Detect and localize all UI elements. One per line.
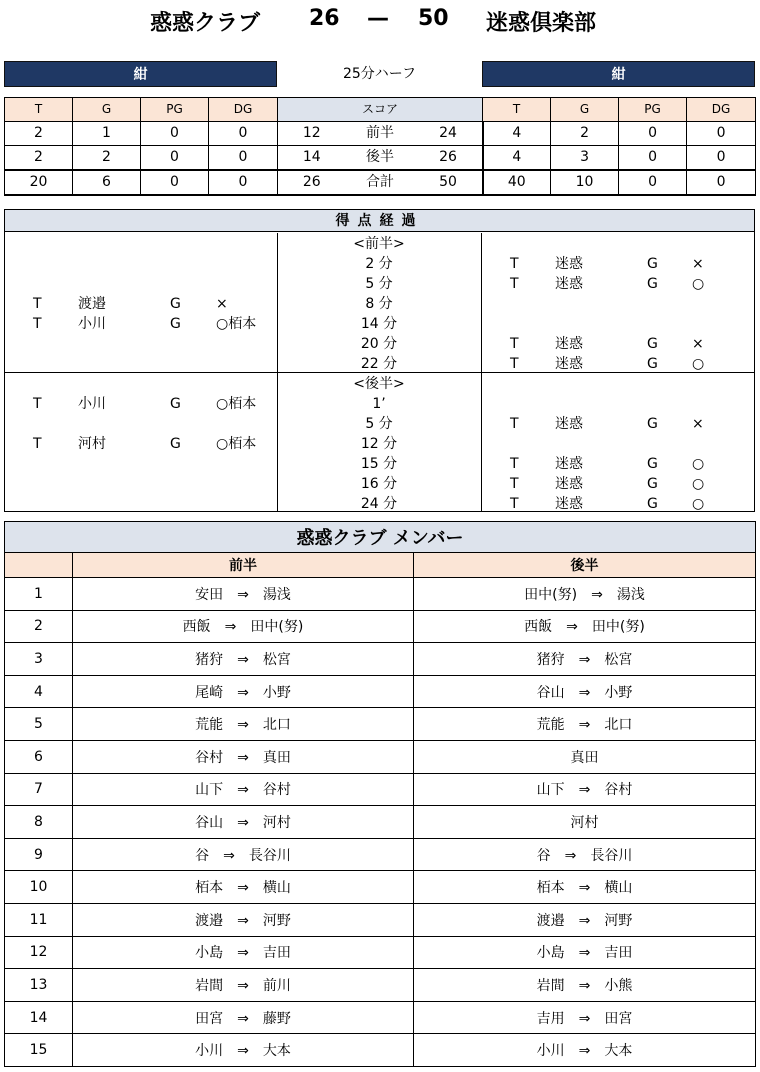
event-field: ○ bbox=[692, 356, 705, 372]
member-row bbox=[5, 610, 756, 643]
score-cell: 0 bbox=[687, 122, 756, 146]
score-cell: 0 bbox=[619, 170, 687, 195]
score-cell: 10 bbox=[551, 170, 619, 195]
score-cell: 20 bbox=[5, 170, 73, 195]
score-cell: 4 bbox=[483, 146, 551, 171]
home-score-event bbox=[5, 394, 277, 414]
member-second-half: 谷 ⇒ 長谷川 bbox=[414, 838, 756, 871]
member-row bbox=[5, 806, 756, 839]
event-field: × bbox=[692, 416, 704, 432]
score-cell: 2 bbox=[73, 146, 141, 171]
half-length-label: 25分ハーフ bbox=[342, 66, 417, 82]
event-field: ○栢本 bbox=[216, 436, 257, 452]
member-number: 13 bbox=[5, 969, 73, 1002]
member-second-half: 吉用 ⇒ 田宮 bbox=[414, 1001, 756, 1034]
score-time: 20 分 bbox=[360, 336, 398, 352]
members-title: 惑惑クラブ メンバー bbox=[5, 522, 756, 553]
member-first-half: 西飯 ⇒ 田中(努) bbox=[73, 610, 414, 643]
member-row bbox=[5, 578, 756, 611]
member-number: 8 bbox=[5, 806, 73, 839]
event-field: 迷惑 bbox=[555, 456, 583, 472]
home-team-name: 惑惑クラブ bbox=[150, 11, 261, 36]
event-field: ○ bbox=[692, 476, 705, 492]
event-field: ○ bbox=[692, 496, 705, 512]
score-cell: 0 bbox=[141, 170, 209, 195]
member-number: 12 bbox=[5, 936, 73, 969]
event-field: T bbox=[510, 496, 519, 512]
away-points: 26 bbox=[415, 146, 483, 171]
members-subheader-row bbox=[5, 553, 756, 578]
event-field: T bbox=[510, 336, 519, 352]
member-first-half: 谷村 ⇒ 真田 bbox=[73, 740, 414, 773]
event-field: 迷惑 bbox=[555, 476, 583, 492]
member-first-half: 荒能 ⇒ 北口 bbox=[73, 708, 414, 741]
member-number: 15 bbox=[5, 1034, 73, 1067]
member-second-half: 小島 ⇒ 吉田 bbox=[414, 936, 756, 969]
event-field: 迷惑 bbox=[555, 496, 583, 512]
member-row bbox=[5, 969, 756, 1002]
away-score: 50 bbox=[418, 6, 449, 31]
away-col-header: G bbox=[551, 98, 619, 122]
event-field: 小川 bbox=[78, 396, 106, 412]
member-row bbox=[5, 675, 756, 708]
member-second-half: 西飯 ⇒ 田中(努) bbox=[414, 610, 756, 643]
away-score-event bbox=[482, 474, 754, 494]
score-cell: 0 bbox=[687, 146, 756, 171]
score-cell: 2 bbox=[551, 122, 619, 146]
member-row bbox=[5, 773, 756, 806]
member-second-half: 真田 bbox=[414, 740, 756, 773]
home-color-bar: 紺 bbox=[4, 61, 277, 87]
event-field: T bbox=[33, 396, 42, 412]
home-col-header: DG bbox=[209, 98, 278, 122]
away-score-event bbox=[482, 354, 754, 374]
member-second-half: 山下 ⇒ 谷村 bbox=[414, 773, 756, 806]
member-row bbox=[5, 936, 756, 969]
score-cell: 2 bbox=[5, 146, 73, 171]
member-number: 3 bbox=[5, 643, 73, 676]
member-first-half: 山下 ⇒ 谷村 bbox=[73, 773, 414, 806]
member-first-half: 栢本 ⇒ 横山 bbox=[73, 871, 414, 904]
member-first-half: 谷山 ⇒ 河村 bbox=[73, 806, 414, 839]
score-header-row bbox=[5, 98, 756, 122]
event-field: G bbox=[647, 336, 658, 352]
member-second-half: 田中(努) ⇒ 湯浅 bbox=[414, 578, 756, 611]
member-first-half: 尾崎 ⇒ 小野 bbox=[73, 675, 414, 708]
member-first-half: 小川 ⇒ 大本 bbox=[73, 1034, 414, 1067]
score-row-first-half bbox=[5, 122, 756, 146]
score-cell: 0 bbox=[209, 146, 278, 171]
score-col-header: スコア bbox=[278, 98, 483, 122]
score-time: 22 分 bbox=[360, 356, 398, 372]
event-field: G bbox=[170, 396, 181, 412]
score-cell: 0 bbox=[141, 146, 209, 171]
event-field: G bbox=[647, 476, 658, 492]
member-second-half: 小川 ⇒ 大本 bbox=[414, 1034, 756, 1067]
event-field: G bbox=[170, 296, 181, 312]
away-score-event bbox=[482, 494, 754, 514]
member-row bbox=[5, 708, 756, 741]
period-label: 合計 bbox=[346, 170, 415, 195]
event-field: × bbox=[692, 336, 704, 352]
event-field: T bbox=[510, 356, 519, 372]
score-cell: 40 bbox=[483, 170, 551, 195]
scoring-progress-panel bbox=[4, 209, 755, 512]
home-score: 26 bbox=[309, 6, 340, 31]
first-half-header: 前半 bbox=[73, 553, 414, 578]
event-field: T bbox=[33, 436, 42, 452]
score-time: 15 分 bbox=[360, 456, 398, 472]
member-number: 1 bbox=[5, 578, 73, 611]
member-first-half: 渡邉 ⇒ 河野 bbox=[73, 903, 414, 936]
event-field: 小川 bbox=[78, 316, 106, 332]
event-field: T bbox=[33, 296, 42, 312]
member-first-half: 安田 ⇒ 湯浅 bbox=[73, 578, 414, 611]
event-field: 渡邉 bbox=[78, 296, 106, 312]
score-cell: 6 bbox=[73, 170, 141, 195]
member-number: 6 bbox=[5, 740, 73, 773]
member-number: 11 bbox=[5, 903, 73, 936]
member-first-half: 谷 ⇒ 長谷川 bbox=[73, 838, 414, 871]
member-second-half: 栢本 ⇒ 横山 bbox=[414, 871, 756, 904]
member-row bbox=[5, 871, 756, 904]
away-points: 50 bbox=[415, 170, 483, 195]
score-time: 14 分 bbox=[360, 316, 398, 332]
event-field: G bbox=[647, 496, 658, 512]
event-field: ○栢本 bbox=[216, 396, 257, 412]
member-number: 14 bbox=[5, 1001, 73, 1034]
away-col-header: PG bbox=[619, 98, 687, 122]
home-col-header: T bbox=[5, 98, 73, 122]
event-field: T bbox=[510, 416, 519, 432]
away-points: 24 bbox=[415, 122, 483, 146]
scoring-progress-title: 得点経過 bbox=[5, 210, 754, 232]
score-cell: 3 bbox=[551, 146, 619, 171]
home-points: 26 bbox=[278, 170, 346, 195]
period-label: 前半 bbox=[346, 122, 415, 146]
event-field: 迷惑 bbox=[555, 356, 583, 372]
member-first-half: 小島 ⇒ 吉田 bbox=[73, 936, 414, 969]
member-second-half: 荒能 ⇒ 北口 bbox=[414, 708, 756, 741]
event-field: 迷惑 bbox=[555, 336, 583, 352]
member-second-half: 岩間 ⇒ 小熊 bbox=[414, 969, 756, 1002]
member-row bbox=[5, 740, 756, 773]
home-col-header: PG bbox=[141, 98, 209, 122]
score-cell: 0 bbox=[209, 170, 278, 195]
score-cell: 0 bbox=[687, 170, 756, 195]
member-row bbox=[5, 1001, 756, 1034]
event-field: G bbox=[647, 456, 658, 472]
away-team-name: 迷惑倶楽部 bbox=[486, 11, 597, 36]
event-field: ○ bbox=[692, 276, 705, 292]
member-row bbox=[5, 903, 756, 936]
member-row bbox=[5, 838, 756, 871]
member-number: 2 bbox=[5, 610, 73, 643]
event-field: 河村 bbox=[78, 436, 106, 452]
members-title-row bbox=[5, 522, 756, 553]
event-field: G bbox=[647, 256, 658, 272]
member-second-half: 渡邉 ⇒ 河野 bbox=[414, 903, 756, 936]
score-row-total bbox=[5, 170, 756, 195]
member-first-half: 岩間 ⇒ 前川 bbox=[73, 969, 414, 1002]
half-label: <前半> bbox=[353, 236, 405, 252]
event-field: T bbox=[510, 456, 519, 472]
score-time: 2 分 bbox=[365, 256, 393, 272]
score-cell: 0 bbox=[619, 146, 687, 171]
members-table bbox=[4, 521, 756, 1067]
event-field: G bbox=[647, 356, 658, 372]
away-color-bar: 紺 bbox=[482, 61, 755, 87]
away-score-event bbox=[482, 454, 754, 474]
away-score-event bbox=[482, 414, 754, 434]
event-field: G bbox=[647, 276, 658, 292]
member-second-half: 猪狩 ⇒ 松宮 bbox=[414, 643, 756, 676]
event-field: × bbox=[692, 256, 704, 272]
member-row bbox=[5, 643, 756, 676]
score-cell: 1 bbox=[73, 122, 141, 146]
score-time: 1’ bbox=[372, 396, 386, 412]
score-dash: — bbox=[367, 6, 389, 31]
score-time: 5 分 bbox=[365, 416, 393, 432]
member-number: 7 bbox=[5, 773, 73, 806]
event-field: T bbox=[510, 476, 519, 492]
home-col-header: G bbox=[73, 98, 141, 122]
member-second-half: 谷山 ⇒ 小野 bbox=[414, 675, 756, 708]
event-field: T bbox=[33, 316, 42, 332]
score-table bbox=[4, 97, 756, 196]
event-field: G bbox=[647, 416, 658, 432]
score-time: 12 分 bbox=[360, 436, 398, 452]
member-row bbox=[5, 1034, 756, 1067]
event-field: G bbox=[170, 316, 181, 332]
score-cell: 0 bbox=[619, 122, 687, 146]
event-field: T bbox=[510, 256, 519, 272]
member-number: 5 bbox=[5, 708, 73, 741]
member-first-half: 田宮 ⇒ 藤野 bbox=[73, 1001, 414, 1034]
score-cell: 0 bbox=[209, 122, 278, 146]
home-score-event bbox=[5, 294, 277, 314]
score-cell: 0 bbox=[141, 122, 209, 146]
score-row-second-half bbox=[5, 146, 756, 171]
half-label: <後半> bbox=[353, 376, 405, 392]
member-number: 10 bbox=[5, 871, 73, 904]
period-label: 後半 bbox=[346, 146, 415, 171]
second-half-header: 後半 bbox=[414, 553, 756, 578]
event-field: 迷惑 bbox=[555, 276, 583, 292]
event-field: × bbox=[216, 296, 228, 312]
member-second-half: 河村 bbox=[414, 806, 756, 839]
home-points: 14 bbox=[278, 146, 346, 171]
away-score-event bbox=[482, 254, 754, 274]
event-field: 迷惑 bbox=[555, 256, 583, 272]
member-first-half: 猪狩 ⇒ 松宮 bbox=[73, 643, 414, 676]
score-time: 24 分 bbox=[360, 496, 398, 512]
home-score-event bbox=[5, 434, 277, 454]
away-score-event bbox=[482, 274, 754, 294]
event-field: ○ bbox=[692, 456, 705, 472]
match-title bbox=[0, 6, 760, 40]
score-time: 8 分 bbox=[365, 296, 393, 312]
away-col-header: T bbox=[483, 98, 551, 122]
event-field: T bbox=[510, 276, 519, 292]
home-score-event bbox=[5, 314, 277, 334]
member-number: 9 bbox=[5, 838, 73, 871]
member-number: 4 bbox=[5, 675, 73, 708]
event-field: G bbox=[170, 436, 181, 452]
score-time: 5 分 bbox=[365, 276, 393, 292]
members-no-header bbox=[5, 553, 73, 578]
score-cell: 4 bbox=[483, 122, 551, 146]
event-field: 迷惑 bbox=[555, 416, 583, 432]
score-cell: 2 bbox=[5, 122, 73, 146]
away-score-event bbox=[482, 334, 754, 354]
score-time: 16 分 bbox=[360, 476, 398, 492]
event-field: ○栢本 bbox=[216, 316, 257, 332]
home-points: 12 bbox=[278, 122, 346, 146]
away-col-header: DG bbox=[687, 98, 756, 122]
